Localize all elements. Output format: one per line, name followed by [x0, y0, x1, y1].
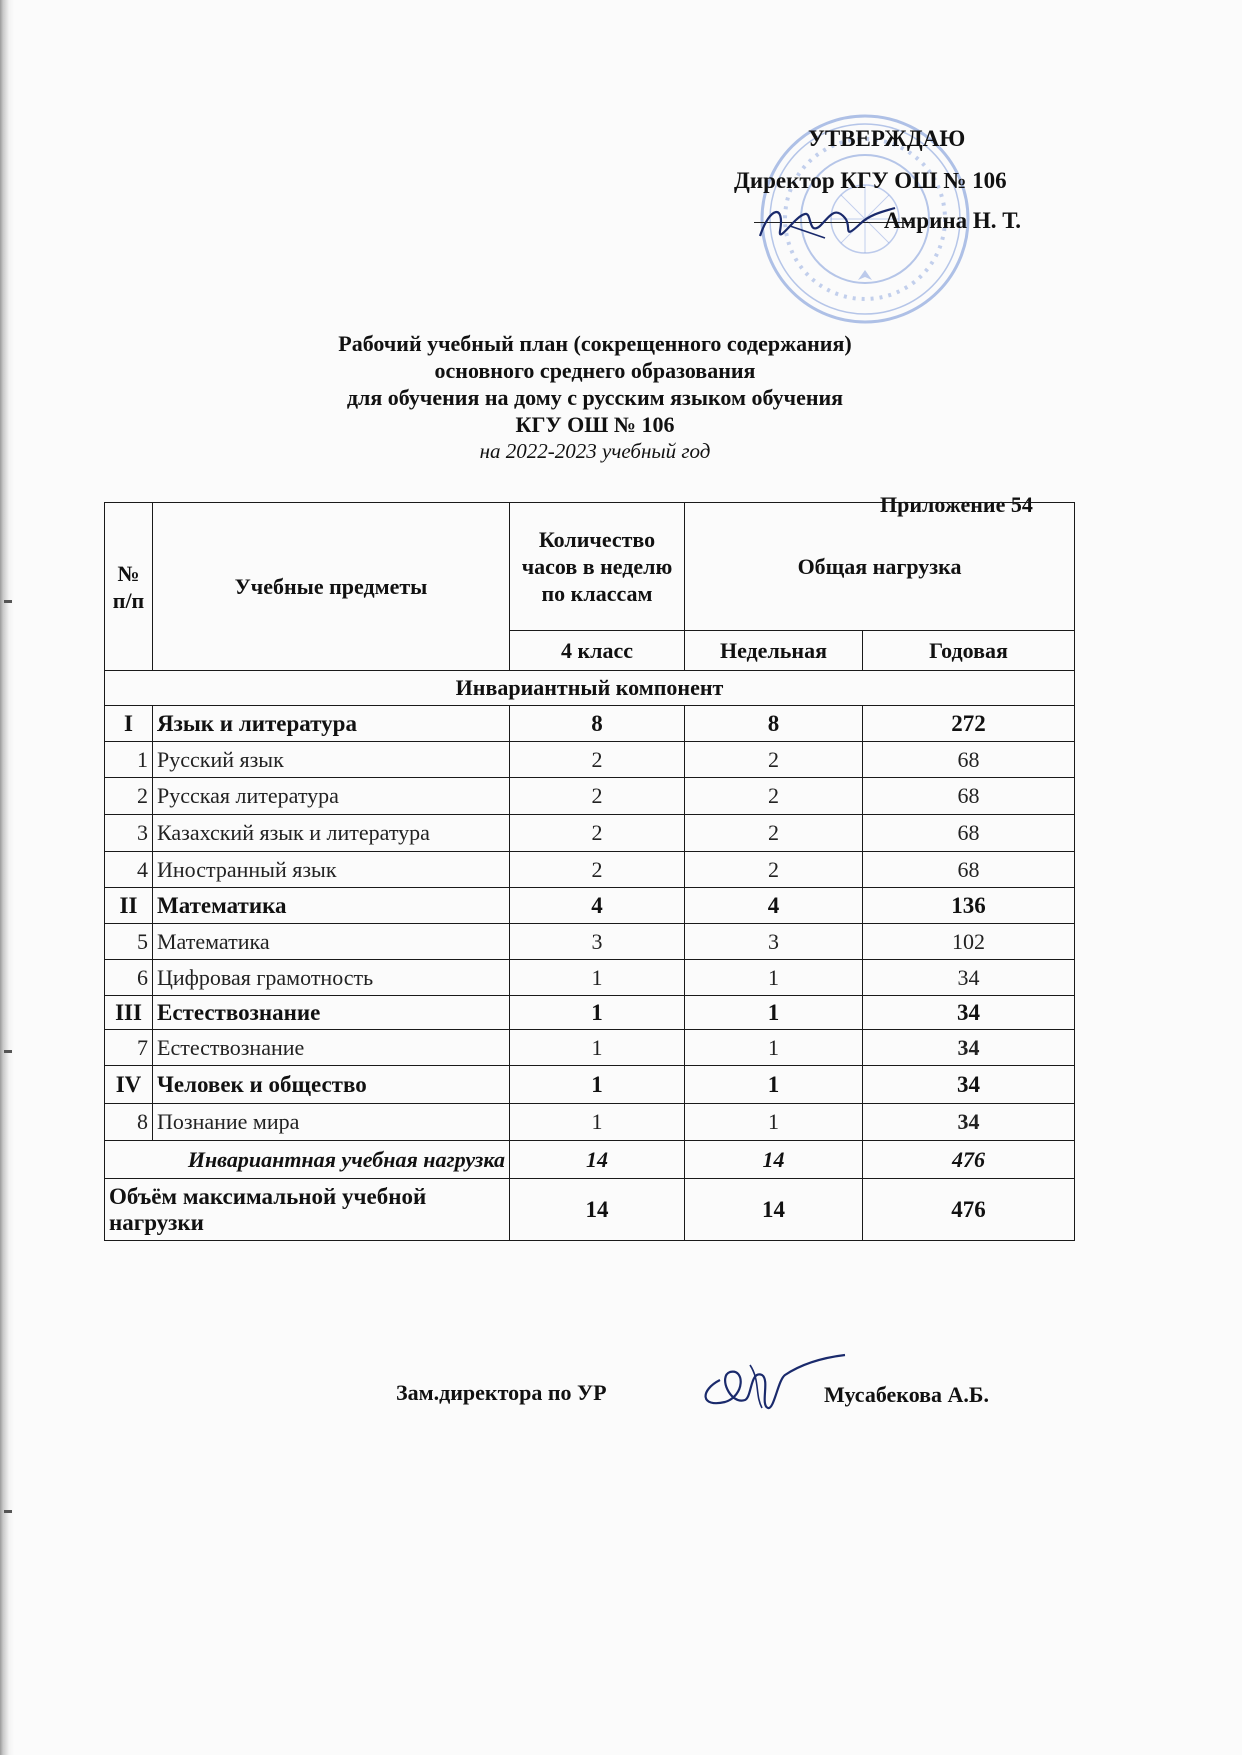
row-num: 3	[105, 815, 153, 852]
max-load-label: Объём максимальной учебной нагрузки	[105, 1179, 510, 1241]
header-hours: Количество часов в неделю по классам	[510, 503, 685, 631]
row-subject: Математика	[153, 924, 510, 960]
row-weekly: 2	[685, 815, 863, 852]
row-subject: Язык и литература	[153, 706, 510, 742]
academic-year: на 2022-2023 учебный год	[479, 439, 711, 463]
row-yearly: 34	[863, 960, 1075, 996]
director-signature	[750, 196, 900, 256]
max-load-yearly: 476	[863, 1179, 1075, 1241]
row-weekly: 1	[685, 996, 863, 1030]
scan-shadow-edge	[0, 0, 14, 1755]
max-load-row	[105, 1179, 1075, 1241]
row-subject: Русская литература	[153, 778, 510, 815]
scan-artifact	[4, 1050, 12, 1053]
row-weekly: 1	[685, 960, 863, 996]
table-row	[105, 852, 1075, 888]
row-subject: Человек и общество	[153, 1066, 510, 1104]
row-class-hours: 1	[510, 1066, 685, 1104]
row-yearly: 68	[863, 778, 1075, 815]
subheader-yearly: Годовая	[863, 631, 1075, 671]
table-row	[105, 888, 1075, 924]
row-subject: Познание мира	[153, 1104, 510, 1141]
title-line-4: КГУ ОШ № 106	[515, 412, 675, 437]
document-title	[240, 330, 950, 465]
table-row	[105, 996, 1075, 1030]
row-class-hours: 4	[510, 888, 685, 924]
row-num: 1	[105, 742, 153, 778]
invariant-total-yearly: 476	[863, 1141, 1075, 1179]
row-subject: Русский язык	[153, 742, 510, 778]
row-num: II	[105, 888, 153, 924]
component-label: Инвариантный компонент	[105, 671, 1075, 706]
row-subject: Естествознание	[153, 1030, 510, 1066]
component-row	[105, 671, 1075, 706]
row-subject: Цифровая грамотность	[153, 960, 510, 996]
row-num: 7	[105, 1030, 153, 1066]
row-yearly: 68	[863, 852, 1075, 888]
row-yearly: 136	[863, 888, 1075, 924]
table-header-row	[105, 503, 1075, 631]
row-yearly: 68	[863, 742, 1075, 778]
row-weekly: 3	[685, 924, 863, 960]
row-yearly: 102	[863, 924, 1075, 960]
row-subject: Иностранный язык	[153, 852, 510, 888]
row-num: 4	[105, 852, 153, 888]
row-yearly: 34	[863, 1104, 1075, 1141]
header-total-load: Общая нагрузка	[685, 503, 1075, 631]
row-class-hours: 2	[510, 778, 685, 815]
deputy-name: Мусабекова А.Б.	[824, 1382, 989, 1407]
header-num: № п/п	[105, 503, 153, 671]
invariant-total-class: 14	[510, 1141, 685, 1179]
title-line-3: для обучения на дому с русским языком обучения	[346, 385, 844, 410]
row-class-hours: 8	[510, 706, 685, 742]
row-num: 2	[105, 778, 153, 815]
row-weekly: 2	[685, 852, 863, 888]
row-class-hours: 1	[510, 1030, 685, 1066]
row-yearly: 34	[863, 1066, 1075, 1104]
row-class-hours: 1	[510, 996, 685, 1030]
scan-artifact	[4, 1510, 12, 1513]
subheader-weekly: Недельная	[685, 631, 863, 671]
deputy-position: Зам.директора по УР	[396, 1380, 607, 1405]
row-num: 6	[105, 960, 153, 996]
director-line: Директор КГУ ОШ № 106	[734, 168, 1007, 193]
row-num: I	[105, 706, 153, 742]
table-row	[105, 1030, 1075, 1066]
table-row	[105, 815, 1075, 852]
curriculum-table	[104, 502, 1075, 1241]
header-subjects: Учебные предметы	[153, 503, 510, 671]
row-num: IV	[105, 1066, 153, 1104]
row-subject: Естествознание	[153, 996, 510, 1030]
max-load-weekly: 14	[685, 1179, 863, 1241]
row-weekly: 4	[685, 888, 863, 924]
row-class-hours: 1	[510, 1104, 685, 1141]
title-line-1: Рабочий учебный план (сокрещенного содержания)	[338, 331, 852, 356]
table-row	[105, 924, 1075, 960]
invariant-total-label: Инвариантная учебная нагрузка	[105, 1141, 510, 1179]
row-class-hours: 1	[510, 960, 685, 996]
row-weekly: 2	[685, 778, 863, 815]
row-class-hours: 2	[510, 852, 685, 888]
table-row	[105, 1104, 1075, 1141]
row-num: III	[105, 996, 153, 1030]
table-row	[105, 778, 1075, 815]
row-yearly: 68	[863, 815, 1075, 852]
approval-title: УТВЕРЖДАЮ	[808, 126, 966, 151]
max-load-class: 14	[510, 1179, 685, 1241]
invariant-total-row	[105, 1141, 1075, 1179]
row-class-hours: 3	[510, 924, 685, 960]
row-weekly: 2	[685, 742, 863, 778]
subheader-class: 4 класс	[510, 631, 685, 671]
appendix-label: Приложение 54	[880, 492, 1033, 517]
row-num: 8	[105, 1104, 153, 1141]
table-row	[105, 1066, 1075, 1104]
row-num: 5	[105, 924, 153, 960]
row-subject: Математика	[153, 888, 510, 924]
row-weekly: 1	[685, 1104, 863, 1141]
row-subject: Казахский язык и литература	[153, 815, 510, 852]
row-weekly: 8	[685, 706, 863, 742]
table-row	[105, 706, 1075, 742]
row-weekly: 1	[685, 1030, 863, 1066]
row-weekly: 1	[685, 1066, 863, 1104]
table-row	[105, 742, 1075, 778]
row-class-hours: 2	[510, 815, 685, 852]
director-name: Амрина Н. Т.	[884, 208, 1022, 233]
row-yearly: 272	[863, 706, 1075, 742]
table-row	[105, 960, 1075, 996]
row-yearly: 34	[863, 996, 1075, 1030]
scan-artifact	[4, 600, 12, 603]
invariant-total-weekly: 14	[685, 1141, 863, 1179]
title-line-2: основного среднего образования	[434, 358, 756, 383]
row-class-hours: 2	[510, 742, 685, 778]
row-yearly: 34	[863, 1030, 1075, 1066]
